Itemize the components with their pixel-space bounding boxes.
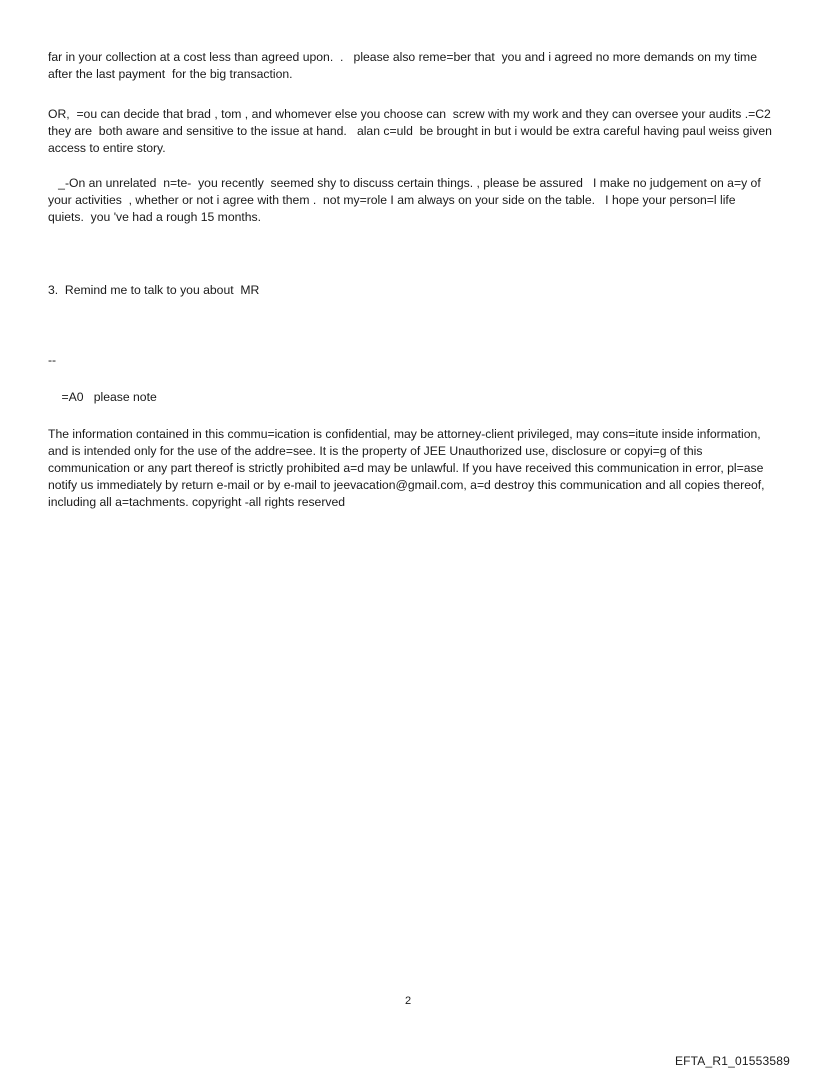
- signature-separator: --: [48, 353, 57, 367]
- paragraph-audit-oversight: OR, =ou can decide that brad , tom , and whomever else you choose can screw with my work and they can oversee your audits .=C2 they are both aware and sensitive to the issue at hand. alan c=uld be brought in but i would be extra careful having paul weiss given access to entire story.: [48, 107, 778, 155]
- page-number: 2: [404, 995, 412, 1007]
- document-id-stamp: EFTA_R1_01553589: [674, 1054, 790, 1068]
- paragraph-collection-terms: far in your collection at a cost less than agreed upon. . please also reme=ber that you and i agreed no more demands on my time after the last payment for the big transaction.: [48, 50, 761, 81]
- please-note-line: =A0 please note: [48, 390, 157, 404]
- paragraph-unrelated-note: _-On an unrelated n=te- you recently seemed shy to discuss certain things. , please be assured I make no judgement on a=y of your activities , whether or not i agree with them . not my=role I am always on your side on the table. I hope your person=l life quiets. you 've had a rough 15 months.: [48, 176, 765, 224]
- paragraph-reminder: 3. Remind me to talk to you about MR: [48, 283, 260, 297]
- confidentiality-disclaimer: The information contained in this commu=ication is confidential, may be attorney-client privileged, may cons=itute inside information, and is intended only for the use of the addre=see. It is the property of JEE Unauthorized use, disclosure or copyi=g of this communication or any part thereof is strictly prohibited a=d may be unlawful. If you have received this communication in error, pl=ase notify us immediately by return e-mail or by e-mail to jeevacation@gmail.com, a=d destroy this communication and all copies thereof, including all a=tachments. copyright -all rights reserved: [48, 427, 768, 509]
